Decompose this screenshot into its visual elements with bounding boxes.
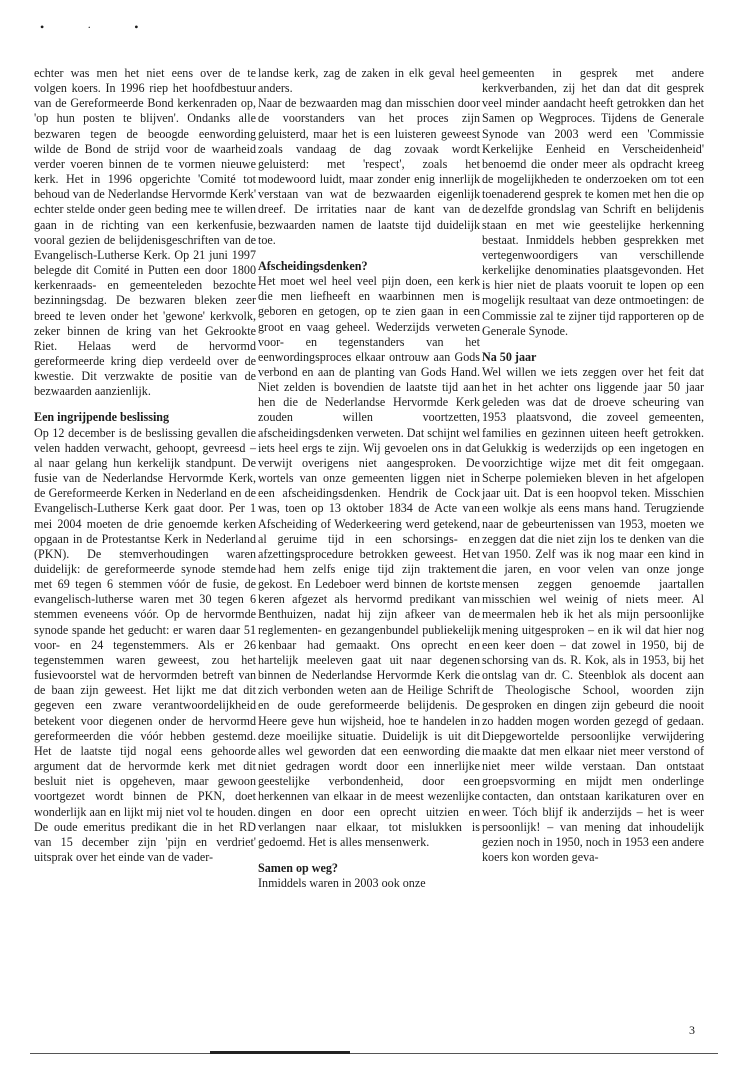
section-heading: Samen op weg? bbox=[258, 860, 338, 875]
text-column-3 bbox=[482, 66, 704, 865]
paragraph: echter was men het niet eens over de te volgen koers. In 1996 riep het hoofdbestuur van de Gereformeerde Bond kerkenraden op, 'op hun posten te blijven'. Ondanks alle bezwaren tegen de beoogde eenwording wilde de Bond de strijd voor de waarheid verder voeren binnen de te vormen nieuwe kerk. Het in 1996 opgerichte 'Comité tot behoud van de Nederlandse Hervormde Kerk' echter stelde onder geen beding mee te willen gaan in de richting van een kerkenfusie, vooral gezien de belijdenisgeschriften van de Evangelisch-Lutherse Kerk. Op 21 juni 1997 belegde dit Comité in Putten een door 1800 kerkenraads- en gemeenteleden bezochte bezinningsdag. De bezwaren bleken zeer breed te leven onder het 'gewone' kerkvolk, zeker binnen de kring van het Gekrookte Riet. Helaas werd de hervormd gereformeerde kring diep verdeeld over de kwestie. Dit verzwakte de positie van de bezwaarden aanzienlijk. bbox=[34, 66, 256, 399]
header-marks: • · • bbox=[40, 20, 159, 34]
text-column-1 bbox=[34, 66, 256, 865]
paragraph: Naar de bezwaarden mag dan misschien door de voorstanders van het proces zijn geluisterd, maar het is een luisteren geweest zoals vandaag de dag zovaak wordt geluisterd: met 'respect', zoals het modewoord luidt, maar zonder enig innerlijk verstaan van wat de bezwaarden eigenlijk dreef. De irritaties naar de kant van de bezwaarden namen de laatste tijd duidelijk toe. bbox=[258, 96, 480, 247]
bottom-stroke bbox=[210, 1051, 350, 1054]
section-heading: Een ingrijpende beslissing bbox=[34, 410, 170, 425]
paragraph: Op 12 december is de beslissing gevallen die velen hadden verwacht, gehoopt, gevreesd – al naar gelang hun kerkelijk standpunt. De fusie van de Nederlandse Hervormde Kerk, de Gereformeerde Kerken in Nederland en de Evangelisch-Lutherse Kerk gaat door. Per 1 mei 2004 moeten de drie genoemde kerken opgaan in de Protestantse Kerk in Nederland (PKN). De stemverhoudingen waren duidelijk: de gereformeerde synode stemde met 69 tegen 6 stemmen vóór de fusie, de evangelisch-lutherse waren met 30 tegen 6 stemmen eveneens vóór. Op de hervormde synode spande het geducht: er waren daar 51 voor- en 24 tegenstemmers. Als er 26 tegenstemmen waren geweest, zou het fusievoorstel wat de hervormden betreft van de baan zijn geweest. Het lijkt me dat dit gegeven een zware verantwoordelijkheid betekent voor diegenen onder de hervormd gereformeerden die vóór hebben gestemd. Het de laatste tijd nogal eens gehoorde argument dat de hervormde kerk met dit besluit niet is opgeheven, maar gewoon voortgezet wordt binnen de PKN, doet wonderlijk aan en lijkt mij niet vol te houden. De oude emeritus predikant die in het RD van 15 december zijn 'pijn en verdriet' uitsprak over het einde van de vader- bbox=[34, 425, 256, 864]
bottom-rule bbox=[30, 1053, 718, 1054]
text-column-2 bbox=[258, 66, 480, 891]
paragraph: gemeenten in gesprek met andere kerkverbanden, zij het dan dat dit gesprek veel minder aandacht heeft getrokken dan het Samen op Wegproces. Tijdens de Generale Synode van 2003 werd een 'Commissie Kerkelijke Eenheid en Verscheidenheid' benoemd die onder meer als opdracht kreeg de mogelijkheden te onderzoeken om tot een toenaderend gesprek te komen met hen die op dezelfde grondslag van Schrift en belijdenis staan en met wie geestelijke herkenning bestaat. Inmiddels hebben gesprekken met vertegenwoordigers van verschillende kerkelijke denominaties plaatsgevonden. Het is hier niet de plaats vooruit te lopen op een mogelijk resultaat van deze ontmoetingen: de Commissie zal te zijner tijd rapporteren op de Generale Synode. bbox=[482, 66, 704, 338]
paragraph: Het moet wel heel veel pijn doen, een kerk die men liefheeft en waarbinnen men is geboren en getogen, op te zien gaan in een groot en vaag geheel. Wederzijds verweten voor- en tegenstanders van het eenwordingsproces elkaar ontrouw aan Gods verbond en aan de planting van Gods Hand. Niet zelden is bovendien de laatste tijd aan hen die de Nederlandse Hervormde Kerk zouden willen voortzetten, afscheidingsdenken verweten. Dat schijnt wel iets heel ergs te zijn. Wij gevoelen ons in dat verwijt overigens niet aangesproken. De wortels van onze gemeenten liggen niet in een afscheidingsdenken. Hendrik de Cock was, toen op 13 oktober 1834 de Acte van Afscheiding of Wederkeering werd getekend, al geruime tijd in een schorsings- en afzettingsprocedure betrokken geweest. Het had hem zelfs enige tijd zijn traktement gekost. En Ledeboer werd binnen de kortste keren afgezet als hervormd predikant van Benthuizen, nadat hij zijn afkeer van de reglementen- en gezangenbundel publiekelijk kenbaar had gemaakt. Ons oprecht en hartelijk meeleven gaat uit naar degenen binnen de Nederlandse Hervormde Kerk die zich verbonden weten aan de Heilige Schrift en de oude gereformeerde belijdenis. De Heere geve hun wijsheid, hoe te handelen in deze moeilijke situatie. Duidelijk is uit dit alles wel geworden dat een eenwording die niet gedragen wordt door een innerlijke geestelijke verbondenheid, door een herkennen van elkaar in de meest wezenlijke dingen en door een oprecht uitzien en verlangen naar elkaar, tot mislukken is gedoemd. Het is alles mensenwerk. bbox=[258, 274, 480, 849]
paragraph: landse kerk, zag de zaken in elk geval heel anders. bbox=[258, 66, 480, 96]
paragraph: Inmiddels waren in 2003 ook onze bbox=[258, 876, 426, 891]
section-heading: Afscheidingsdenken? bbox=[258, 258, 368, 273]
section-heading: Na 50 jaar bbox=[482, 349, 537, 364]
paragraph: Wel willen we iets zeggen over het feit dat het in het achter ons liggende jaar 50 jaar geleden was dat de droeve scheuring van 1953 plaatsvond, die zoveel gemeenten, families en gezinnen uiteen heeft getrokken. Gelukkig is wederzijds op een ingetogen en voorzichtige wijze met dit feit omgegaan. Scherpe polemieken bleven in het afgelopen jaar uit. Dat is een hoopvol teken. Misschien een wolkje als eens mans hand. Terugziende naar de gebeurtenissen van 1953, moeten we zeggen dat die niet zijn los te denken van die van 1950. Zelf was ik nog maar een kind in die jaren, en voor velen van onze jonge mensen zeggen genoemde jaartallen misschien wel weinig of niets meer. Al meermalen heb ik het als mijn persoonlijke mening uitgesproken – en ik wil dat hier nog een keer doen – dat zowel in 1950, bij de schorsing van ds. R. Kok, als in 1953, bij het ontslag van dr. C. Steenblok als docent aan de Theologische School, woorden zijn gesproken en dingen zijn gebeurd die nooit zo hadden mogen worden gezegd of gedaan. Diepgewortelde persoonlijke verwijdering maakte dat men elkaar niet meer verstond of niet meer wilde verstaan. Dan ontstaat groepsvorming en mijdt men onderlinge contacten, dan ontstaan karikaturen over en weer. Tóch blijf ik anderzijds – het is weer persoonlijk! – van mening dat inhoudelijk gezien noch in 1950, noch in 1953 een andere koers kon worden geva- bbox=[482, 364, 704, 864]
page-number: 3 bbox=[689, 1023, 695, 1037]
